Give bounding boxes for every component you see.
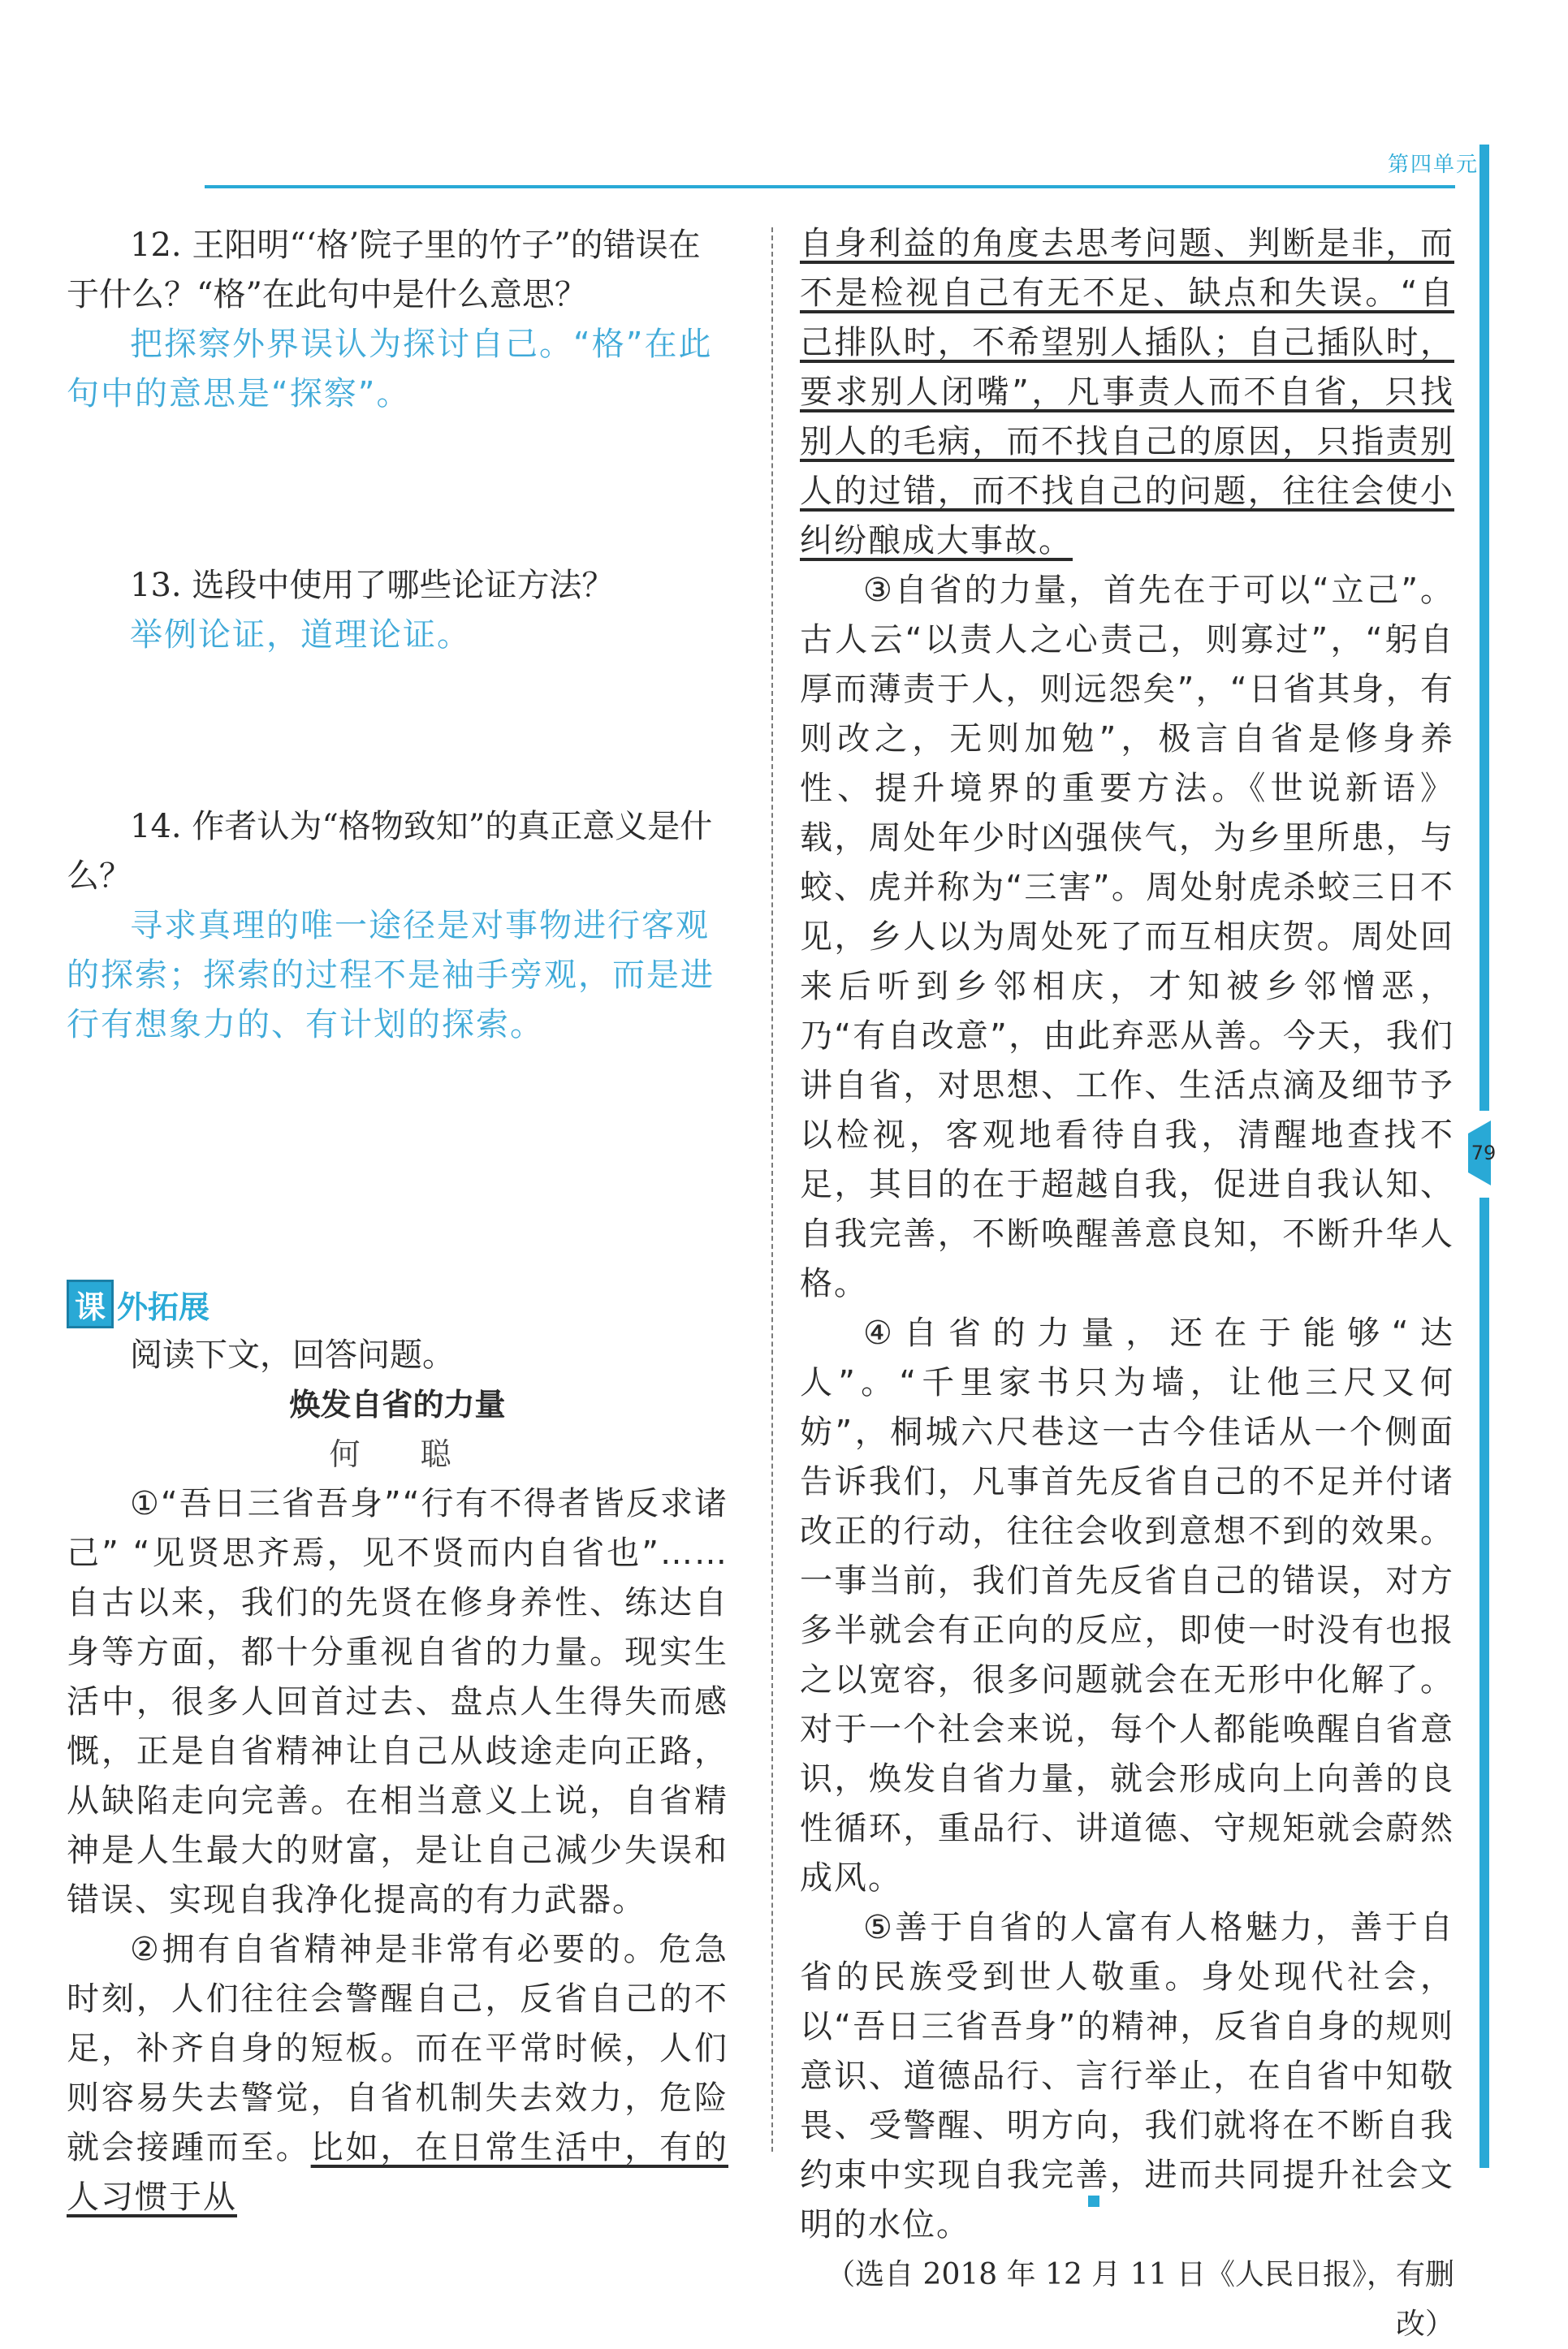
- frame-right-bar-upper: [1479, 145, 1489, 1111]
- article-paragraph-2: [67, 1925, 728, 2222]
- article-author: 何 聪: [329, 1436, 466, 1472]
- answer-space: [67, 660, 728, 802]
- article-source: （选自 2018 年 12 月 11 日《人民日报》，有删改）: [826, 2258, 1454, 2341]
- page-number: 79: [1471, 1142, 1497, 1164]
- answer-space: [67, 419, 728, 561]
- section-header: [67, 1277, 728, 1331]
- section-title: 外拓展: [117, 1289, 210, 1325]
- paragraph-2-continued-underlined: 自身利益的角度去思考问题、判断是非，而不是检视自己有无不足、缺点和失误。“自己排队时，不希望别人插队；自己插队时，要求别人闭嘴”，凡事责人而不自省，只找别人的毛病，而不找自己的原因，只指责别人的过错，而不找自己的问题，往往会使小纠纷酿成大事故。: [800, 225, 1454, 559]
- frame-right-bar-lower: [1479, 1198, 1489, 2168]
- article-paragraph-5: ⑤善于自省的人富有人格魅力，善于自省的民族受到世人敬重。身处现代社会，以“吾日三省吾身”的精神，反省自身的规则意识、道德品行、言行举止，在自省中知敬畏、受警醒、明方向，我们就将在不断自我约束中实现自我完善，进而共同提升社会文明的水位。: [800, 1909, 1454, 2243]
- article-title: 焕发自省的力量: [289, 1387, 506, 1423]
- paragraph-2-underlined: 比如，在日常生活中，有的人习惯于从: [67, 2129, 729, 2216]
- section-badge: 课: [67, 1280, 114, 1328]
- left-column: [67, 221, 728, 2222]
- answer-space: [67, 1050, 728, 1277]
- frame-top-line: [205, 185, 1455, 188]
- answer-12: 把探察外界误认为探讨自己。“格”在此句中的意思是“探察”。: [67, 326, 713, 412]
- question-14: 14. 作者认为“格物致知”的真正意义是什么？: [67, 808, 713, 895]
- unit-label: 第四单元: [1387, 153, 1479, 177]
- reading-instruction: 阅读下文，回答问题。: [130, 1336, 455, 1374]
- article-paragraph-1: ①“吾日三省吾身”“行有不得者皆反求诸己” “见贤思齐焉，见不贤而内自省也”……自古以来，我们的先贤在修身养性、练达自身等方面，都十分重视自省的力量。现实生活中，很多人回首过去、盘点人生得失而感慨，正是自省精神让自己从歧途走向正路，从缺陷走向完善。在相当意义上说，自省精神是人生最大的财富，是让自己减少失误和错误、实现自我净化提高的有力武器。: [67, 1485, 728, 1919]
- answer-14: 寻求真理的唯一途径是对事物进行客观的探索；探索的过程不是袖手旁观，而是进行有想象力的、有计划的探索。: [67, 907, 715, 1043]
- answer-13: 举例论证，道理论证。: [130, 616, 471, 654]
- article-paragraph-4: ④自省的力量，还在于能够“达人”。“千里家书只为墙，让他三尺又何妨”，桐城六尺巷这一古今佳话从一个侧面告诉我们，凡事首先反省自己的不足并付诸改正的行动，往往会收到意想不到的效果。一事当前，我们首先反省自己的错误，对方多半就会有正向的反应，即使一时没有也报之以宽容，很多问题就会在无形中化解了。对于一个社会来说，每个人都能唤醒自省意识，焕发自省力量，就会形成向上向善的良性循环，重品行、讲道德、守规矩就会蔚然成风。: [800, 1315, 1454, 1897]
- article-paragraph-3: ③自省的力量，首先在于可以“立己”。古人云“以责人之心责己，则寡过”，“躬自厚而薄责于人，则远怨矣”，“日省其身，有则改之，无则加勉”，极言自省是修身养性、提升境界的重要方法。《世说新语》载，周处年少时凶强侠气，为乡里所患，与蛟、虎并称为“三害”。周处射虎杀蛟三日不见，乡人以为周处死了而互相庆贺。周处回来后听到乡邻相庆，才知被乡邻憎恶，乃“有自改意”，由此弃恶从善。今天，我们讲自省，对思想、工作、生活点滴及细节予以检视，客观地看待自我，清醒地查找不足，其目的在于超越自我，促进自我认知、自我完善，不断唤醒善意良知，不断升华人格。: [800, 572, 1454, 1302]
- column-divider: [771, 227, 773, 2152]
- question-12: 12. 王阳明“‘格’院子里的竹子”的错误在于什么？“格”在此句中是什么意思？: [67, 227, 701, 313]
- paragraph-2-text: ②拥有自省精神是非常有必要的。危急时刻，人们往往会警醒自己，反省自己的不足，补齐自身的短板。而在平常时候，人们则容易失去警觉，自省机制失去效力，危险就会接踵而至。: [67, 1931, 728, 2166]
- question-13: 13. 选段中使用了哪些论证方法？: [130, 567, 615, 604]
- right-column: [800, 219, 1454, 2349]
- article-paragraph-2-continued: [800, 219, 1454, 566]
